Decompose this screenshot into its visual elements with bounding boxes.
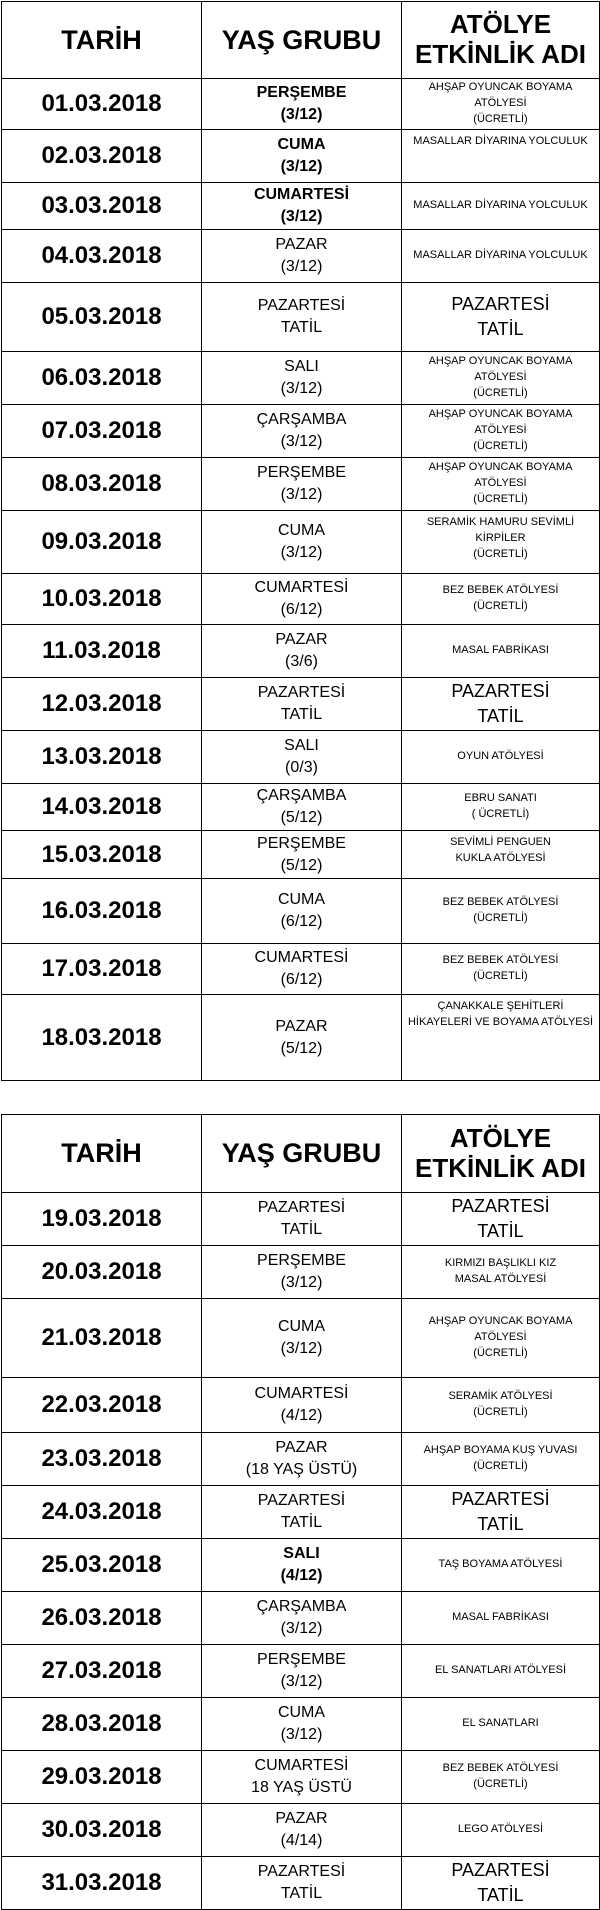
activity-cell (402, 1857, 600, 1910)
date-cell: 09.03.2018 (2, 511, 202, 574)
header-activity-line2: ETKİNLİK ADI (415, 1152, 586, 1183)
age-group-cell (202, 1378, 402, 1433)
activity-cell (402, 1299, 600, 1378)
date-cell: 30.03.2018 (2, 1804, 202, 1857)
date-cell: 15.03.2018 (2, 831, 202, 879)
schedule-table-2 (1, 1114, 600, 1910)
activity-line: (ÜCRETLİ) (473, 1778, 528, 1790)
header-row (2, 1115, 600, 1193)
age-day: PAZARTESİ (257, 1863, 346, 1881)
activity-cell (402, 1486, 600, 1539)
age-group-cell (202, 1486, 402, 1539)
table-row (2, 1698, 600, 1751)
activity-cell (402, 1246, 600, 1299)
table-row (2, 1592, 600, 1645)
age-group-cell (202, 831, 402, 879)
age-day: PAZARTESİ (257, 297, 346, 315)
age-day: SALI (284, 358, 319, 376)
age-day: CUMARTESİ (254, 1385, 349, 1403)
table-row (2, 283, 600, 352)
table-row (2, 1193, 600, 1246)
header-date: TARİH (2, 1115, 202, 1193)
activity-line: KUKLA ATÖLYESİ (455, 851, 546, 864)
date-cell: 31.03.2018 (2, 1857, 202, 1910)
activity-line: KIRMIZI BAŞLIKLI KIZ (444, 1257, 557, 1270)
activity-cell (402, 831, 600, 879)
age-day: CUMARTESİ (254, 579, 349, 597)
activity-line: AHŞAP BOYAMA KUŞ YUVASI (423, 1444, 578, 1457)
activity-line: MASALLAR DİYARINA YOLCULUK (413, 199, 588, 212)
age-group-cell (202, 944, 402, 995)
activity-line: TATİL (477, 1514, 524, 1534)
header-age-group: YAŞ GRUBU (202, 1115, 402, 1193)
date-cell: 21.03.2018 (2, 1299, 202, 1378)
age-range: (3/12) (280, 1726, 323, 1743)
table-row (2, 405, 600, 458)
date-cell: 07.03.2018 (2, 405, 202, 458)
activity-line: HİKAYELERİ VE BOYAMA ATÖLYESİ (407, 1015, 594, 1028)
age-day: SALI (283, 1545, 320, 1563)
age-group-cell (202, 731, 402, 784)
table-row (2, 458, 600, 511)
activity-cell (402, 1645, 600, 1698)
activity-line: TATİL (477, 1221, 524, 1241)
activity-line: PAZARTESİ (451, 1488, 550, 1509)
date-cell: 05.03.2018 (2, 283, 202, 352)
activity-line: BEZ BEBEK ATÖLYESİ (442, 954, 559, 967)
age-day: PAZAR (275, 1439, 328, 1457)
age-day: CUMARTESİ (254, 1757, 349, 1775)
age-group-cell (202, 1246, 402, 1299)
age-day: PERŞEMBE (257, 464, 346, 482)
age-group-cell (202, 283, 402, 352)
activity-line: TAŞ BOYAMA ATÖLYESİ (438, 1558, 563, 1571)
age-range: (3/12) (280, 1673, 323, 1690)
age-day: CUMA (277, 891, 326, 909)
age-range: (6/12) (280, 601, 323, 618)
table-row (2, 995, 600, 1081)
activity-line: AHŞAP OYUNCAK BOYAMA (428, 355, 573, 368)
activity-cell (402, 944, 600, 995)
age-range: TATİL (280, 319, 323, 336)
activity-line: PAZARTESİ (451, 293, 550, 314)
activity-line: TATİL (477, 706, 524, 726)
header-activity (402, 1115, 600, 1193)
age-group-cell (202, 230, 402, 283)
activity-cell (402, 352, 600, 405)
activity-cell (402, 183, 600, 230)
activity-line: BEZ BEBEK ATÖLYESİ (442, 1762, 559, 1775)
age-group-cell (202, 1539, 402, 1592)
age-range: (3/12) (280, 106, 323, 123)
header-activity-line1: ATÖLYE (449, 1122, 552, 1153)
activity-line: ATÖLYESİ (474, 424, 527, 437)
activity-cell (402, 130, 600, 183)
table-row (2, 1539, 600, 1592)
table-row (2, 230, 600, 283)
activity-line: EL SANATLARI ATÖLYESİ (434, 1664, 567, 1677)
age-group-cell (202, 1698, 402, 1751)
table-row (2, 574, 600, 625)
age-range: (6/12) (280, 913, 323, 930)
activity-line: EL SANATLARI (462, 1717, 539, 1730)
age-group-cell (202, 1299, 402, 1378)
activity-line: TATİL (477, 319, 524, 339)
activity-cell (402, 879, 600, 944)
activity-cell (402, 1433, 600, 1486)
table-row (2, 879, 600, 944)
age-day: PAZAR (275, 1810, 328, 1828)
activity-line: PAZARTESİ (451, 680, 550, 701)
date-cell: 11.03.2018 (2, 625, 202, 678)
activity-line: SERAMİK ATÖLYESİ (448, 1390, 553, 1403)
age-range: (3/12) (280, 1620, 323, 1637)
table-row (2, 1857, 600, 1910)
age-range: TATİL (280, 1221, 323, 1238)
activity-line: ATÖLYESİ (474, 97, 527, 110)
activity-line: AHŞAP OYUNCAK BOYAMA (428, 408, 573, 421)
age-range: (3/12) (280, 208, 323, 225)
header-activity-line2: ETKİNLİK ADI (415, 39, 586, 69)
date-cell: 22.03.2018 (2, 1378, 202, 1433)
age-day: CUMA (277, 522, 326, 540)
date-cell: 20.03.2018 (2, 1246, 202, 1299)
activity-line: MASAL FABRİKASI (452, 1611, 549, 1624)
table-row (2, 1645, 600, 1698)
activity-line: AHŞAP OYUNCAK BOYAMA (428, 461, 573, 474)
age-group-cell (202, 784, 402, 831)
table-row (2, 352, 600, 405)
activity-cell (402, 1193, 600, 1246)
activity-cell (402, 1804, 600, 1857)
age-group-cell (202, 678, 402, 731)
age-group-cell (202, 1857, 402, 1910)
age-range: (3/12) (280, 1274, 323, 1291)
activity-line: TATİL (477, 1885, 524, 1905)
age-range: (0/3) (285, 759, 318, 776)
activity-line: MASAL FABRİKASI (452, 644, 549, 657)
table-row (2, 1433, 600, 1486)
age-day: PERŞEMBE (256, 84, 347, 102)
header-activity (402, 2, 600, 79)
age-group-cell (202, 879, 402, 944)
header-date: TARİH (2, 2, 202, 79)
activity-cell (402, 1751, 600, 1804)
activity-cell (402, 230, 600, 283)
activity-line: SERAMİK HAMURU SEVİMLİ (426, 516, 575, 528)
age-group-cell (202, 1645, 402, 1698)
date-cell: 17.03.2018 (2, 944, 202, 995)
age-day: CUMA (277, 136, 326, 154)
age-group-cell (202, 1433, 402, 1486)
date-cell: 26.03.2018 (2, 1592, 202, 1645)
activity-line: MASALLAR DİYARINA YOLCULUK (413, 135, 588, 147)
date-cell: 23.03.2018 (2, 1433, 202, 1486)
age-day: PAZAR (275, 631, 328, 649)
activity-cell (402, 79, 600, 130)
activity-line: ÇANAKKALE ŞEHİTLERİ (437, 1000, 564, 1012)
activity-line: (ÜCRETLİ) (473, 439, 528, 452)
table-row (2, 79, 600, 130)
activity-line: AHŞAP OYUNCAK BOYAMA (428, 81, 573, 94)
activity-line: (ÜCRETLİ) (473, 112, 528, 125)
age-day: PAZARTESİ (257, 684, 346, 702)
activity-cell (402, 1698, 600, 1751)
age-day: CUMARTESİ (254, 949, 349, 967)
table-row (2, 625, 600, 678)
age-range: (5/12) (280, 1039, 323, 1057)
activity-cell (402, 458, 600, 511)
activity-line: ATÖLYESİ (474, 1331, 527, 1344)
activity-cell (402, 731, 600, 784)
age-group-cell (202, 458, 402, 511)
activity-cell (402, 625, 600, 678)
date-cell: 24.03.2018 (2, 1486, 202, 1539)
header-activity-line1: ATÖLYE (449, 9, 552, 40)
age-day: PERŞEMBE (257, 1651, 346, 1669)
schedule-table-1 (1, 1, 600, 1081)
date-cell: 18.03.2018 (2, 995, 202, 1081)
table-row (2, 944, 600, 995)
age-range: (3/12) (280, 158, 323, 175)
activity-cell (402, 784, 600, 831)
activity-line: BEZ BEBEK ATÖLYESİ (442, 584, 559, 597)
age-range: (3/12) (280, 380, 323, 397)
activity-cell (402, 995, 600, 1081)
age-range: (3/12) (280, 486, 323, 503)
date-cell: 08.03.2018 (2, 458, 202, 511)
activity-line: (ÜCRETLİ) (473, 492, 528, 505)
activity-cell (402, 283, 600, 352)
table-row (2, 1246, 600, 1299)
date-cell: 25.03.2018 (2, 1539, 202, 1592)
age-range: (18 YAŞ ÜSTÜ) (245, 1461, 358, 1478)
age-range: TATİL (280, 1885, 323, 1902)
table-row (2, 1378, 600, 1433)
table-row (2, 731, 600, 784)
age-day: ÇARŞAMBA (256, 1598, 347, 1616)
activity-cell (402, 1378, 600, 1433)
activity-line: ATÖLYESİ (474, 477, 527, 490)
age-range: (3/12) (280, 433, 323, 450)
age-group-cell (202, 183, 402, 230)
age-day: PAZARTESİ (257, 1492, 346, 1510)
table-row (2, 1751, 600, 1804)
table-row (2, 1804, 600, 1857)
table-row (2, 130, 600, 183)
activity-line: OYUN ATÖLYESİ (457, 750, 544, 763)
activity-cell (402, 405, 600, 458)
age-group-cell (202, 1592, 402, 1645)
activity-line: (ÜCRETLİ) (473, 1460, 528, 1472)
age-range: (4/12) (280, 1407, 323, 1424)
age-group-cell (202, 352, 402, 405)
activity-cell (402, 574, 600, 625)
age-group-cell (202, 405, 402, 458)
age-range: (4/12) (280, 1567, 323, 1584)
date-cell: 16.03.2018 (2, 879, 202, 944)
activity-line: ATÖLYESİ (474, 371, 527, 384)
table-row (2, 183, 600, 230)
activity-line: (ÜCRETLİ) (473, 1346, 528, 1359)
activity-cell (402, 511, 600, 574)
age-group-cell (202, 1804, 402, 1857)
activity-line: PAZARTESİ (451, 1195, 550, 1216)
age-range: (3/12) (280, 544, 323, 561)
activity-cell (402, 1592, 600, 1645)
table-row (2, 678, 600, 731)
activity-line: AHŞAP OYUNCAK BOYAMA (428, 1315, 573, 1328)
header-row (2, 2, 600, 79)
age-range: (3/6) (285, 653, 318, 670)
age-range: (3/12) (280, 258, 323, 275)
activity-cell (402, 678, 600, 731)
table-row (2, 784, 600, 831)
date-cell: 19.03.2018 (2, 1193, 202, 1246)
date-cell: 29.03.2018 (2, 1751, 202, 1804)
activity-line: BEZ BEBEK ATÖLYESİ (442, 896, 559, 909)
activity-line: (ÜCRETLİ) (473, 386, 528, 399)
age-day: CUMARTESİ (253, 186, 350, 204)
table-row (2, 1486, 600, 1539)
age-day: ÇARŞAMBA (256, 787, 347, 805)
age-day: PERŞEMBE (257, 1252, 346, 1270)
date-cell: 12.03.2018 (2, 678, 202, 731)
table-row (2, 1299, 600, 1378)
age-group-cell (202, 130, 402, 183)
age-range: (6/12) (280, 971, 323, 988)
activity-line: (ÜCRETLİ) (473, 912, 528, 924)
date-cell: 14.03.2018 (2, 784, 202, 831)
age-range: (5/12) (280, 809, 323, 826)
activity-line: EBRU SANATI (464, 792, 537, 805)
date-cell: 01.03.2018 (2, 79, 202, 130)
age-group-cell (202, 1193, 402, 1246)
age-range: (5/12) (280, 856, 323, 874)
age-group-cell (202, 511, 402, 574)
age-group-cell (202, 79, 402, 130)
date-cell: 13.03.2018 (2, 731, 202, 784)
activity-line: (ÜCRETLİ) (473, 970, 528, 982)
date-cell: 27.03.2018 (2, 1645, 202, 1698)
age-day: PAZARTESİ (257, 1199, 346, 1217)
date-cell: 10.03.2018 (2, 574, 202, 625)
date-cell: 03.03.2018 (2, 183, 202, 230)
age-group-cell (202, 1751, 402, 1804)
age-day: CUMA (277, 1318, 326, 1336)
age-day: ÇARŞAMBA (256, 411, 347, 429)
age-day: SALI (284, 737, 319, 755)
table-row (2, 511, 600, 574)
age-day: PERŞEMBE (257, 834, 346, 852)
date-cell: 04.03.2018 (2, 230, 202, 283)
activity-line: MASAL ATÖLYESİ (454, 1273, 547, 1285)
age-range: (4/14) (280, 1832, 323, 1849)
activity-line: MASALLAR DİYARINA YOLCULUK (413, 249, 588, 262)
activity-line: SEVİMLİ PENGUEN (450, 836, 551, 848)
header-age-group: YAŞ GRUBU (202, 2, 402, 79)
age-range: TATİL (280, 706, 323, 723)
activity-line: LEGO ATÖLYESİ (457, 1823, 544, 1836)
activity-line: (ÜCRETLİ) (473, 547, 528, 560)
activity-line: PAZARTESİ (451, 1859, 550, 1880)
age-group-cell (202, 574, 402, 625)
age-day: PAZAR (275, 1017, 328, 1035)
table-row (2, 831, 600, 879)
age-group-cell (202, 995, 402, 1081)
activity-line: (ÜCRETLİ) (473, 1406, 528, 1418)
age-group-cell (202, 625, 402, 678)
age-range: 18 YAŞ ÜSTÜ (251, 1779, 352, 1796)
activity-line: ( ÜCRETLİ) (471, 808, 530, 820)
date-cell: 28.03.2018 (2, 1698, 202, 1751)
activity-line: KİRPİLER (475, 531, 526, 544)
date-cell: 06.03.2018 (2, 352, 202, 405)
age-range: (3/12) (280, 1340, 323, 1357)
activity-cell (402, 1539, 600, 1592)
activity-line: (ÜCRETLİ) (473, 600, 528, 612)
age-day: CUMA (277, 1704, 326, 1722)
age-day: PAZAR (275, 236, 328, 254)
age-range: TATİL (280, 1514, 323, 1531)
date-cell: 02.03.2018 (2, 130, 202, 183)
